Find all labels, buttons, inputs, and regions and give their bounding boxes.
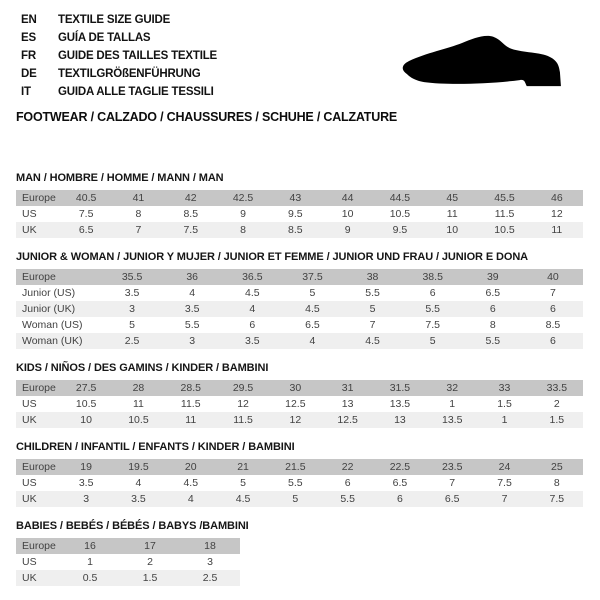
table-row [16, 317, 583, 333]
size-value-cell: 11 [132, 398, 144, 410]
row-label-cell: US [22, 556, 37, 568]
size-value-cell: 45.5 [494, 192, 515, 204]
size-value-cell: 5.5 [365, 287, 380, 299]
size-value-cell: 8 [240, 224, 246, 236]
size-value-cell: 11.5 [180, 398, 201, 410]
language-code: DE [21, 68, 37, 80]
language-title: GUIDA ALLE TAGLIE TESSILI [58, 86, 214, 98]
size-value-cell: 19.5 [128, 461, 149, 473]
size-value-cell: 3.5 [184, 303, 200, 315]
size-value-cell: 5.5 [184, 319, 200, 331]
language-title: TEXTILGRÖßENFÜHRUNG [58, 68, 201, 80]
size-value-cell: 1.5 [142, 572, 158, 584]
size-value-cell: 28.5 [180, 382, 201, 394]
size-value-cell: 3.5 [245, 335, 260, 347]
size-value-cell: 45 [446, 192, 459, 204]
size-value-cell: 17 [144, 540, 156, 552]
size-value-cell: 0.5 [82, 572, 98, 584]
size-table-section [16, 441, 600, 507]
size-value-cell: 6.5 [485, 287, 501, 299]
size-value-cell: 6 [489, 303, 496, 315]
size-value-cell: 41 [132, 192, 145, 204]
size-value-cell: 16 [84, 540, 96, 552]
size-value-cell: 21 [237, 461, 249, 473]
table-row [16, 206, 583, 222]
size-value-cell: 2.5 [202, 572, 218, 584]
size-value-cell: 11.5 [494, 208, 515, 220]
table-title: JUNIOR & WOMAN / JUNIOR Y MUJER / JUNIOR ET FEMME / JUNIOR UND FRAU / JUNIOR E DONA [16, 251, 529, 263]
size-value-cell: 6 [344, 477, 351, 489]
size-value-cell: 5 [129, 319, 135, 331]
size-value-cell: 8.5 [545, 319, 561, 331]
size-value-cell: 13.5 [442, 414, 463, 426]
size-value-cell: 6.5 [392, 477, 408, 489]
size-value-cell: 11 [446, 208, 458, 220]
language-code: ES [21, 32, 36, 44]
size-value-cell: 6.5 [305, 319, 320, 331]
size-value-cell: 4.5 [245, 287, 260, 299]
size-value-cell: 5.5 [288, 477, 303, 489]
size-value-cell: 6 [397, 493, 403, 505]
size-table-section [16, 172, 600, 238]
size-value-cell: 33 [498, 382, 511, 394]
size-value-cell: 29.5 [232, 382, 254, 394]
size-value-cell: 6 [550, 303, 556, 315]
table-title: MAN / HOMBRE / HOMME / MANN / MAN [16, 172, 224, 184]
row-label-cell: Woman (UK) [22, 335, 83, 347]
row-label-cell: UK [22, 493, 37, 505]
table-title: BABIES / BEBÉS / BÉBÉS / BABYS /BAMBINI [16, 520, 249, 532]
size-value-cell: 12 [550, 208, 563, 220]
size-value-cell: 5.5 [425, 303, 440, 315]
table-row [16, 491, 583, 507]
size-value-cell: 46 [550, 192, 563, 204]
size-value-cell: 2.5 [124, 335, 140, 347]
size-table [16, 380, 583, 428]
size-value-cell: 5.5 [485, 335, 501, 347]
size-value-cell: 11 [185, 414, 197, 426]
table-row [16, 301, 583, 317]
row-label-cell: Junior (UK) [22, 303, 76, 315]
table-row [16, 459, 583, 475]
size-value-cell: 44.5 [389, 192, 411, 204]
size-value-cell: 6 [249, 319, 256, 331]
size-value-cell: 19 [80, 461, 92, 473]
size-value-cell: 32 [446, 382, 459, 394]
size-tables [16, 172, 600, 586]
size-value-cell: 36 [186, 271, 199, 283]
size-value-cell: 1 [449, 398, 456, 410]
size-value-cell: 8.5 [183, 208, 199, 220]
size-value-cell: 13 [341, 398, 354, 410]
size-value-cell: 12.5 [285, 398, 306, 410]
size-value-cell: 3 [83, 493, 90, 505]
table-row [16, 333, 583, 349]
size-value-cell: 6.5 [78, 224, 94, 236]
size-value-cell: 22.5 [389, 461, 411, 473]
size-value-cell: 13 [394, 414, 406, 426]
language-title: GUÍA DE TALLAS [58, 32, 151, 44]
row-label-cell: Junior (US) [22, 287, 76, 299]
language-code: FR [21, 50, 36, 62]
size-value-cell: 44 [341, 192, 354, 204]
size-value-cell: 4.5 [183, 477, 199, 489]
size-value-cell: 30 [289, 382, 302, 394]
size-value-cell: 10 [446, 224, 459, 236]
size-value-cell: 7 [449, 477, 456, 489]
size-value-cell: 27.5 [75, 382, 97, 394]
table-row [16, 222, 583, 238]
size-value-cell: 23.5 [442, 461, 463, 473]
size-value-cell: 4.5 [235, 493, 251, 505]
size-value-cell: 37.5 [302, 271, 323, 283]
language-row [21, 11, 600, 29]
size-value-cell: 31 [341, 382, 354, 394]
size-value-cell: 7.5 [549, 493, 565, 505]
table-title: CHILDREN / INFANTIL / ENFANTS / KINDER / BAMBINI [16, 441, 295, 453]
size-value-cell: 5 [369, 303, 376, 315]
size-value-cell: 6.5 [444, 493, 460, 505]
size-value-cell: 12 [237, 398, 249, 410]
size-value-cell: 9 [344, 224, 351, 236]
table-row [16, 396, 583, 412]
size-value-cell: 31.5 [389, 382, 411, 394]
size-value-cell: 9.5 [288, 208, 303, 220]
row-label-cell: Europe [22, 192, 56, 204]
size-value-cell: 28 [132, 382, 145, 394]
size-value-cell: 40 [547, 271, 559, 283]
size-value-cell: 4 [309, 335, 316, 347]
size-value-cell: 35.5 [121, 271, 143, 283]
size-value-cell: 10 [341, 208, 354, 220]
size-value-cell: 43 [289, 192, 302, 204]
size-value-cell: 42.5 [232, 192, 254, 204]
size-value-cell: 3 [207, 556, 213, 568]
table-row [16, 269, 583, 285]
row-label-cell: UK [22, 224, 37, 236]
size-value-cell: 13.5 [389, 398, 411, 410]
size-value-cell: 5 [429, 335, 436, 347]
size-value-cell: 12 [289, 414, 302, 426]
table-row [16, 554, 240, 570]
table-row [16, 475, 583, 491]
size-value-cell: 1 [501, 414, 508, 426]
size-value-cell: 10.5 [389, 208, 411, 220]
language-title: TEXTILE SIZE GUIDE [58, 14, 171, 26]
row-label-cell: Europe [22, 540, 56, 552]
row-label-cell: US [22, 398, 37, 410]
row-label-cell: Europe [22, 382, 56, 394]
size-value-cell: 7.5 [183, 224, 199, 236]
size-value-cell: 42 [184, 192, 197, 204]
size-value-cell: 4 [135, 477, 142, 489]
size-value-cell: 11 [551, 224, 563, 236]
row-label-cell: Europe [22, 461, 56, 473]
size-value-cell: 4 [249, 303, 256, 315]
size-value-cell: 3.5 [78, 477, 94, 489]
size-value-cell: 7.5 [425, 319, 440, 331]
size-value-cell: 6 [429, 287, 436, 299]
size-table-section [16, 362, 600, 428]
size-table-section [16, 251, 600, 349]
table-row [16, 285, 583, 301]
size-value-cell: 2 [553, 398, 560, 410]
size-value-cell: 7 [135, 224, 142, 236]
size-value-cell: 9 [240, 208, 246, 220]
size-value-cell: 12.5 [337, 414, 358, 426]
size-value-cell: 6 [550, 335, 556, 347]
table-row [16, 570, 240, 586]
size-value-cell: 38 [366, 271, 379, 283]
size-table [16, 538, 240, 586]
shoe-icon [398, 31, 574, 93]
size-value-cell: 1.5 [549, 414, 565, 426]
size-table [16, 190, 583, 238]
size-value-cell: 10.5 [75, 398, 97, 410]
size-value-cell: 4.5 [305, 303, 320, 315]
language-title: GUIDE DES TAILLES TEXTILE [58, 50, 217, 62]
size-value-cell: 5.5 [340, 493, 355, 505]
size-value-cell: 7 [550, 287, 556, 299]
size-value-cell: 36.5 [242, 271, 263, 283]
row-label-cell: UK [22, 572, 37, 584]
size-value-cell: 24 [498, 461, 511, 473]
size-value-cell: 10.5 [128, 414, 149, 426]
size-value-cell: 9.5 [392, 224, 408, 236]
footwear-category-title: FOOTWEAR / CALZADO / CHAUSSURES / SCHUHE / CALZATURE [16, 110, 398, 124]
size-value-cell: 3 [129, 303, 135, 315]
size-value-cell: 3.5 [131, 493, 146, 505]
size-value-cell: 7.5 [78, 208, 94, 220]
table-title: KIDS / NIÑOS / DES GAMINS / KINDER / BAMBINI [16, 362, 269, 374]
row-label-cell: US [22, 477, 37, 489]
size-value-cell: 39 [486, 271, 499, 283]
size-value-cell: 1 [87, 556, 93, 568]
size-value-cell: 5 [292, 493, 299, 505]
size-table [16, 459, 583, 507]
size-value-cell: 8 [135, 208, 142, 220]
size-value-cell: 21.5 [285, 461, 306, 473]
size-value-cell: 5 [240, 477, 246, 489]
size-value-cell: 18 [204, 540, 216, 552]
language-code: IT [21, 86, 31, 98]
size-value-cell: 11.5 [233, 414, 253, 426]
language-code: EN [21, 14, 37, 26]
size-value-cell: 8.5 [288, 224, 303, 236]
size-value-cell: 20 [184, 461, 197, 473]
row-label-cell: Europe [22, 271, 56, 283]
size-value-cell: 7 [501, 493, 508, 505]
table-row [16, 380, 583, 396]
size-value-cell: 25 [550, 461, 563, 473]
table-row [16, 190, 583, 206]
size-value-cell: 40.5 [75, 192, 97, 204]
row-label-cell: Woman (US) [22, 319, 83, 331]
size-value-cell: 10.5 [494, 224, 515, 236]
size-value-cell: 7.5 [497, 477, 512, 489]
size-value-cell: 38.5 [422, 271, 443, 283]
size-value-cell: 3 [189, 335, 196, 347]
row-label-cell: UK [22, 414, 37, 426]
size-value-cell: 4 [189, 287, 196, 299]
size-table-section [16, 520, 600, 586]
size-value-cell: 8 [489, 319, 496, 331]
size-value-cell: 4.5 [365, 335, 380, 347]
size-value-cell: 1.5 [497, 398, 512, 410]
size-value-cell: 5 [309, 287, 316, 299]
size-value-cell: 7 [369, 319, 376, 331]
size-value-cell: 4 [187, 493, 194, 505]
table-row [16, 538, 240, 554]
size-value-cell: 2 [147, 556, 153, 568]
size-value-cell: 8 [553, 477, 560, 489]
size-value-cell: 33.5 [546, 382, 568, 394]
size-value-cell: 22 [341, 461, 354, 473]
row-label-cell: US [22, 208, 37, 220]
size-value-cell: 3.5 [124, 287, 140, 299]
size-value-cell: 10 [80, 414, 92, 426]
table-row [16, 412, 583, 428]
size-table [16, 269, 583, 349]
